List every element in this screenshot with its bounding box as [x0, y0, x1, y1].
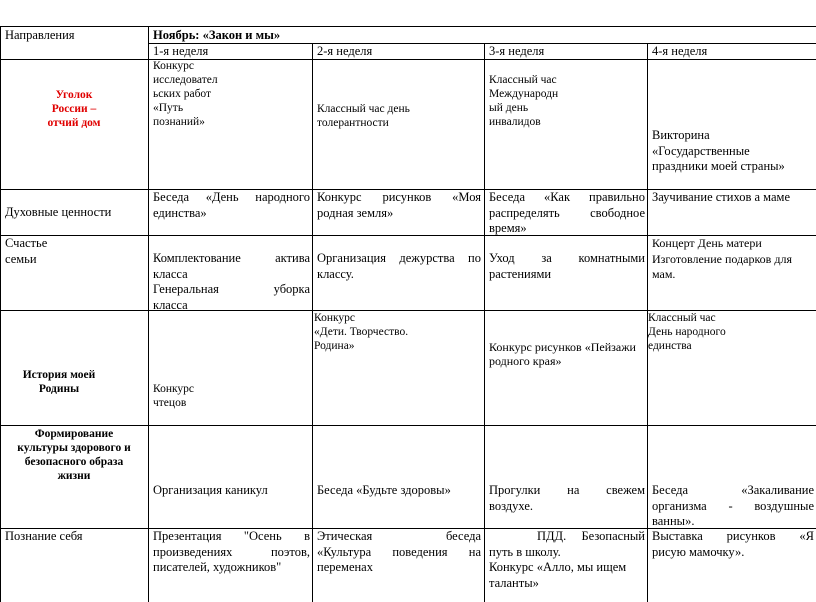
row-cell: Беседа «Закаливание организма - воздушные ванны».	[652, 483, 814, 528]
table-line	[484, 43, 485, 602]
row-name-history: История моей Родины	[22, 369, 96, 395]
row-cell: Викторина «Государственные праздники моей страны»	[652, 128, 785, 173]
row-cell: Конкурс чтецов	[153, 383, 195, 409]
row-cell: Классный час День народного единства	[648, 312, 726, 352]
row-cell: Заучивание стихов а маме	[652, 190, 790, 204]
header-week-3: 3-я неделя	[489, 44, 545, 58]
header-directions: Направления	[5, 28, 75, 42]
row-cell: Презентация "Осень в произведениях поэтов, писателей, художников"	[153, 529, 310, 574]
row-cell: Конкурс исследовател ьских работ «Путь познаний»	[153, 60, 218, 128]
row-name-health: Формирование культуры здорового и безопасного образа жизни	[17, 428, 131, 482]
row-cell: Прогулки на свежем воздухе.	[489, 483, 645, 513]
row-cell: Классный час день толерантности	[317, 103, 410, 129]
table-line	[312, 43, 313, 602]
table-line	[148, 26, 149, 602]
row-cell: Организация каникул	[153, 483, 268, 497]
row-name-self: Познание себя	[5, 529, 83, 543]
header-week-4: 4-я неделя	[652, 44, 708, 58]
row-cell: Комплектование актива класса Генеральная уборка класса	[153, 251, 310, 312]
header-week-1: 1-я неделя	[153, 44, 209, 58]
table-border-top	[0, 26, 816, 27]
table-border-left	[0, 26, 1, 602]
row-cell: Конкурс рисунков «Пейзажи родного края»	[489, 340, 636, 368]
row-cell: Конкурс рисунков «Моя родная земля»	[317, 190, 481, 220]
table-line	[0, 425, 816, 426]
row-name-spiritual: Духовные ценности	[5, 205, 112, 219]
row-cell: Организация дежурства по классу.	[317, 251, 481, 281]
row-cell: Концерт День матери Изготовление подарков для мам.	[652, 236, 792, 281]
row-cell: Беседа «Будьте здоровы»	[317, 483, 451, 497]
row-cell: Выставка рисунков «Я рисую мамочку».	[652, 529, 814, 559]
row-cell: Классный час Международн ый день инвалидов	[489, 74, 559, 128]
header-title: Ноябрь: «Закон и мы»	[153, 28, 281, 42]
row-cell: Конкурс «Дети. Творчество. Родина»	[314, 312, 409, 352]
row-name-russia: Уголок России – отчий дом	[47, 89, 101, 129]
row-name-family: Счастье семьи	[5, 236, 48, 266]
row-cell: Беседа «Как правильно распределять свободное время»	[489, 190, 645, 235]
row-cell: Беседа «День народного единства»	[153, 190, 310, 220]
header-week-2: 2-я неделя	[317, 44, 373, 58]
row-cell: ПДД. Безопасный путь в школу. Конкурс «Алло, мы ищем таланты»	[489, 529, 645, 590]
row-cell: Этическая беседа «Культура поведения на переменах	[317, 529, 481, 574]
row-cell: Уход за комнатными растениями	[489, 251, 645, 281]
